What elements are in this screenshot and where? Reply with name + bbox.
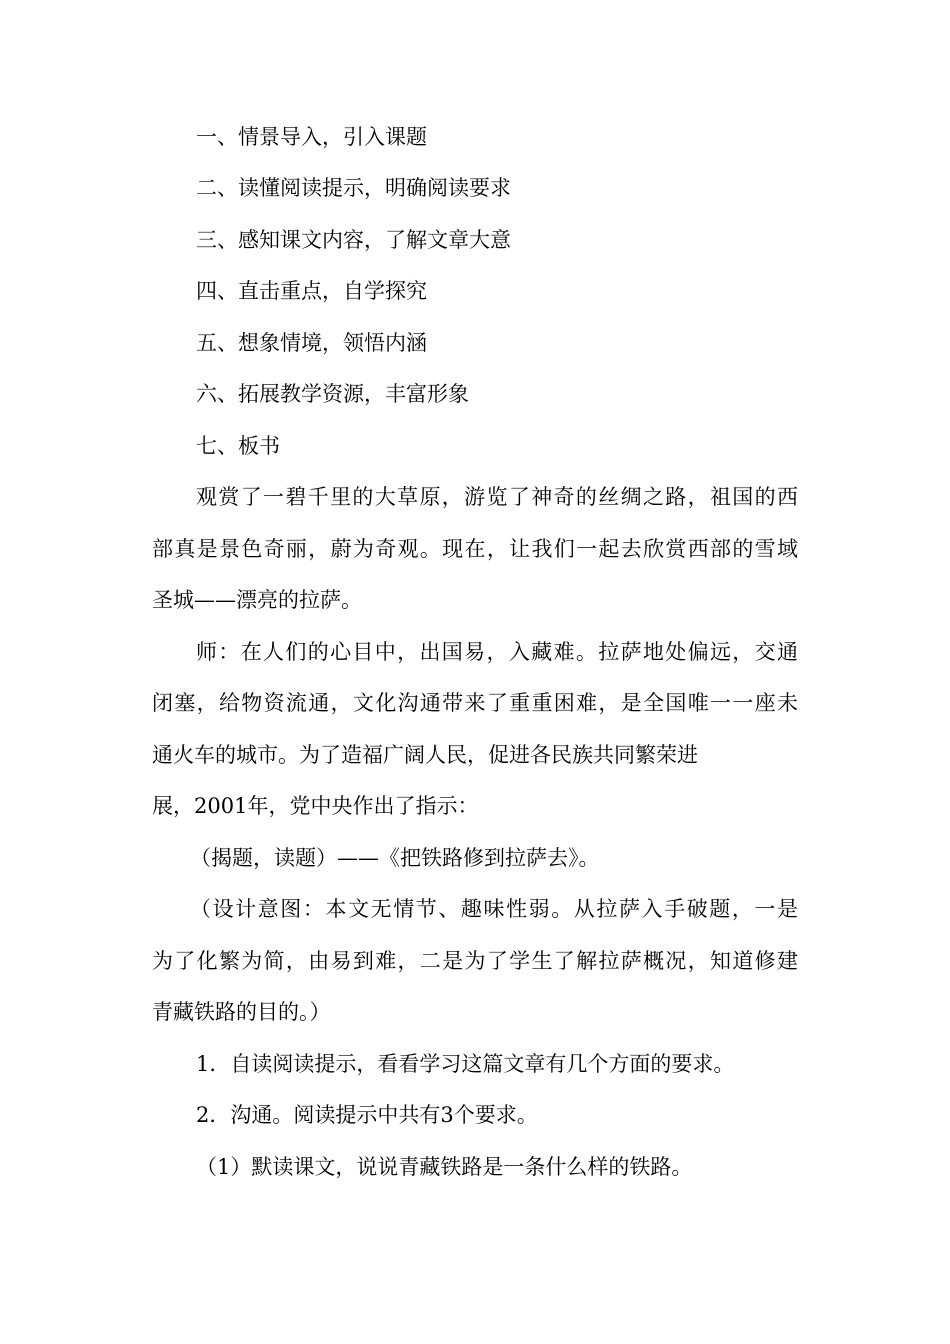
- outline-item: 七、板书: [196, 434, 280, 458]
- intro-line: 观赏了一碧千里的大草原，游览了神奇的丝绸之路，祖国的西: [196, 485, 798, 509]
- step-line: 2．沟通。阅读提示中共有3个要求。: [196, 1103, 538, 1127]
- outline-item: 二、读懂阅读提示，明确阅读要求: [196, 176, 511, 200]
- outline-item: 三、感知课文内容，了解文章大意: [196, 228, 511, 252]
- step-line: 1．自读阅读提示，看看学习这篇文章有几个方面的要求。: [196, 1052, 735, 1076]
- design-line: 青藏铁路的目的。）: [152, 1000, 331, 1024]
- reveal-line: （揭题，读题）——《把铁路修到拉萨去》。: [190, 846, 600, 870]
- outline-item: 一、情景导入，引入课题: [196, 125, 427, 149]
- teacher-line: 闭塞，给物资流通，文化沟通带来了重重困难，是全国唯一一座未: [152, 691, 798, 715]
- outline-item: 四、直击重点，自学探究: [196, 279, 427, 303]
- design-line: 为了化繁为简，由易到难，二是为了学生了解拉萨概况，知道修建: [152, 949, 798, 973]
- intro-line: 圣城——漂亮的拉萨。: [152, 588, 362, 612]
- teacher-line: 展，2001年，党中央作出了指示：: [152, 794, 479, 818]
- intro-line: 部真是景色奇丽，蔚为奇观。现在，让我们一起去欣赏西部的雪域: [152, 537, 798, 561]
- outline-item: 六、拓展教学资源，丰富形象: [196, 382, 469, 406]
- outline-item: 五、想象情境，领悟内涵: [196, 331, 427, 355]
- design-line: （设计意图：本文无情节、趣味性弱。从拉萨入手破题，一是: [190, 897, 798, 921]
- step-line: （1）默读课文，说说青藏铁路是一条什么样的铁路。: [196, 1155, 693, 1179]
- teacher-line: 师：在人们的心目中，出国易，入藏难。拉萨地处偏远，交通: [196, 640, 798, 664]
- teacher-line: 通火车的城市。为了造福广阔人民，促进各民族共同繁荣进: [152, 743, 698, 767]
